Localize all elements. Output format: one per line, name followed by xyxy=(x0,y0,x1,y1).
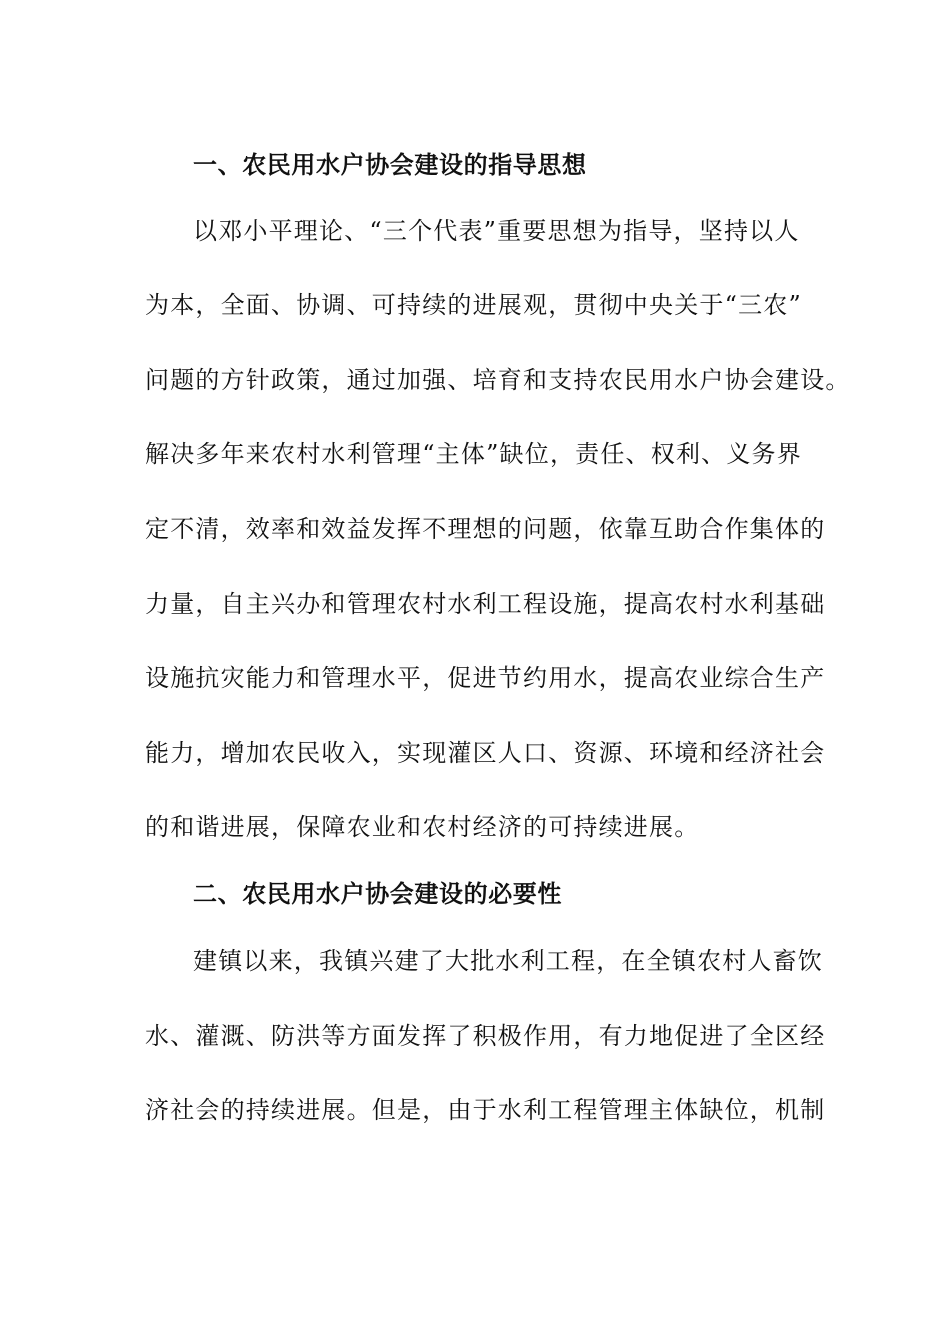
paragraph-line: 解决多年来农村水利管理“主体”缺位，责任、权利、义务界 xyxy=(145,440,802,468)
paragraph-line: 设施抗灾能力和管理水平，促进节约用水，提高农业综合生产 xyxy=(145,664,826,692)
paragraph-line: 的和谐进展，保障农业和农村经济的可持续进展。 xyxy=(145,813,700,841)
paragraph-line: 以邓小平理论、“三个代表”重要思想为指导，坚持以人 xyxy=(193,217,800,245)
paragraph-line: 能力，增加农民收入，实现灌区人口、资源、环境和经济社会 xyxy=(145,739,826,767)
paragraph-line: 问题的方针政策，通过加强、培育和支持农民用水户协会建设。 xyxy=(145,366,851,394)
paragraph-line: 建镇以来，我镇兴建了大批水利工程，在全镇农村人畜饮 xyxy=(193,947,823,975)
paragraph-line: 济社会的持续进展。但是，由于水利工程管理主体缺位，机制 xyxy=(145,1096,826,1124)
paragraph-line: 力量，自主兴办和管理农村水利工程设施，提高农村水利基础 xyxy=(145,590,826,618)
paragraph-line: 水、灌溉、防洪等方面发挥了积极作用，有力地促进了全区经 xyxy=(145,1022,826,1050)
section-heading-necessity: 二、农民用水户协会建设的必要性 xyxy=(193,879,562,908)
paragraph-line: 为本，全面、协调、可持续的进展观，贯彻中央关于“三农” xyxy=(145,291,802,319)
paragraph-line: 定不清，效率和效益发挥不理想的问题，依靠互助合作集体的 xyxy=(145,515,826,543)
section-heading-guiding-ideology: 一、农民用水户协会建设的指导思想 xyxy=(193,150,587,179)
